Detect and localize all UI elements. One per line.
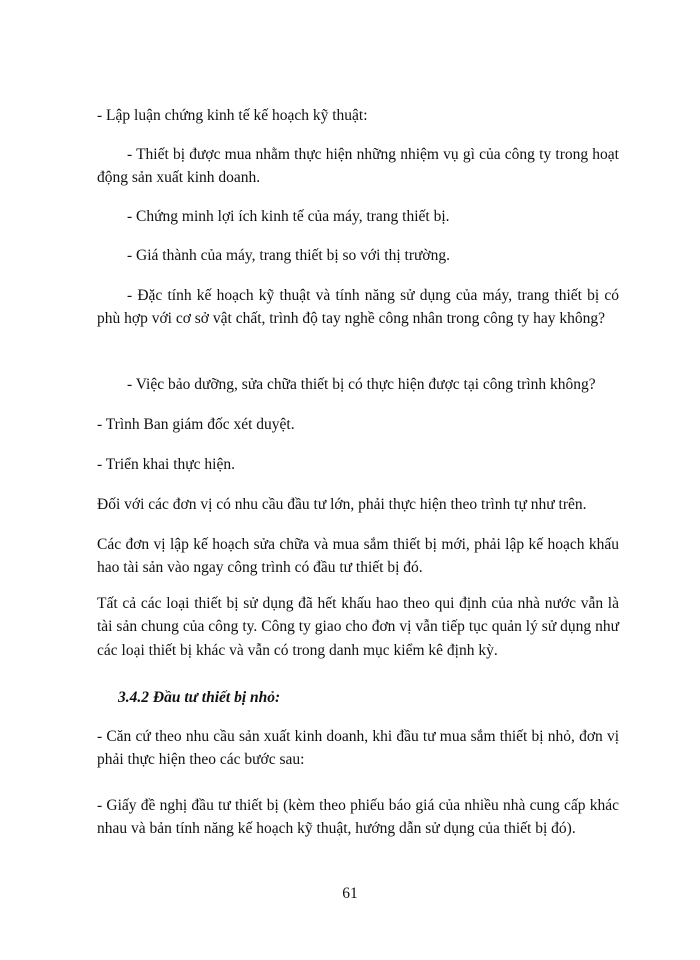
- paragraph-13: - Giấy đề nghị đầu tư thiết bị (kèm theo phiếu báo giá của nhiều nhà cung cấp khác nhau và bản tính năng kế hoạch kỹ thuật, hướng dẫn sử dụng của thiết bị đó).: [97, 797, 619, 838]
- paragraph-6: - Việc bảo dưỡng, sửa chữa thiết bị có thực hiện được tại công trình không?: [127, 376, 596, 393]
- page-number: 61: [342, 885, 358, 902]
- paragraph-8: - Triển khai thực hiện.: [97, 456, 235, 473]
- paragraph-2: - Thiết bị được mua nhằm thực hiện những nhiệm vụ gì của công ty trong hoạt động sản xuất kinh doanh.: [97, 146, 619, 187]
- paragraph-12: - Căn cứ theo nhu cầu sản xuất kinh doanh, khi đầu tư mua sắm thiết bị nhỏ, đơn vị phải thực hiện theo các bước sau:: [97, 728, 619, 769]
- paragraph-7: - Trình Ban giám đốc xét duyệt.: [97, 416, 295, 433]
- paragraph-3: - Chứng minh lợi ích kinh tế của máy, trang thiết bị.: [127, 208, 450, 225]
- paragraph-10: Các đơn vị lập kế hoạch sửa chữa và mua sắm thiết bị mới, phải lập kế hoạch khấu hao tài sản vào ngay công trình có đầu tư thiết bị đó.: [97, 536, 619, 577]
- section-heading: 3.4.2 Đầu tư thiết bị nhỏ:: [118, 689, 281, 706]
- paragraph-1: - Lập luận chứng kinh tế kế hoạch kỹ thuật:: [97, 107, 368, 124]
- paragraph-11: Tất cả các loại thiết bị sử dụng đã hết khấu hao theo qui định của nhà nước vẫn là tài sản chung của công ty. Công ty giao cho đơn vị vẫn tiếp tục quản lý sử dụng như các loại thiết bị khác và vẫn có trong danh mục kiểm kê định kỳ.: [97, 595, 619, 659]
- paragraph-9: Đối với các đơn vị có nhu cầu đầu tư lớn, phải thực hiện theo trình tự như trên.: [97, 496, 587, 513]
- paragraph-4: - Giá thành của máy, trang thiết bị so với thị trường.: [127, 247, 450, 264]
- paragraph-5: - Đặc tính kế hoạch kỹ thuật và tính năng sử dụng của máy, trang thiết bị có phù hợp với cơ sở vật chất, trình độ tay nghề công nhân trong công ty hay không?: [97, 287, 619, 328]
